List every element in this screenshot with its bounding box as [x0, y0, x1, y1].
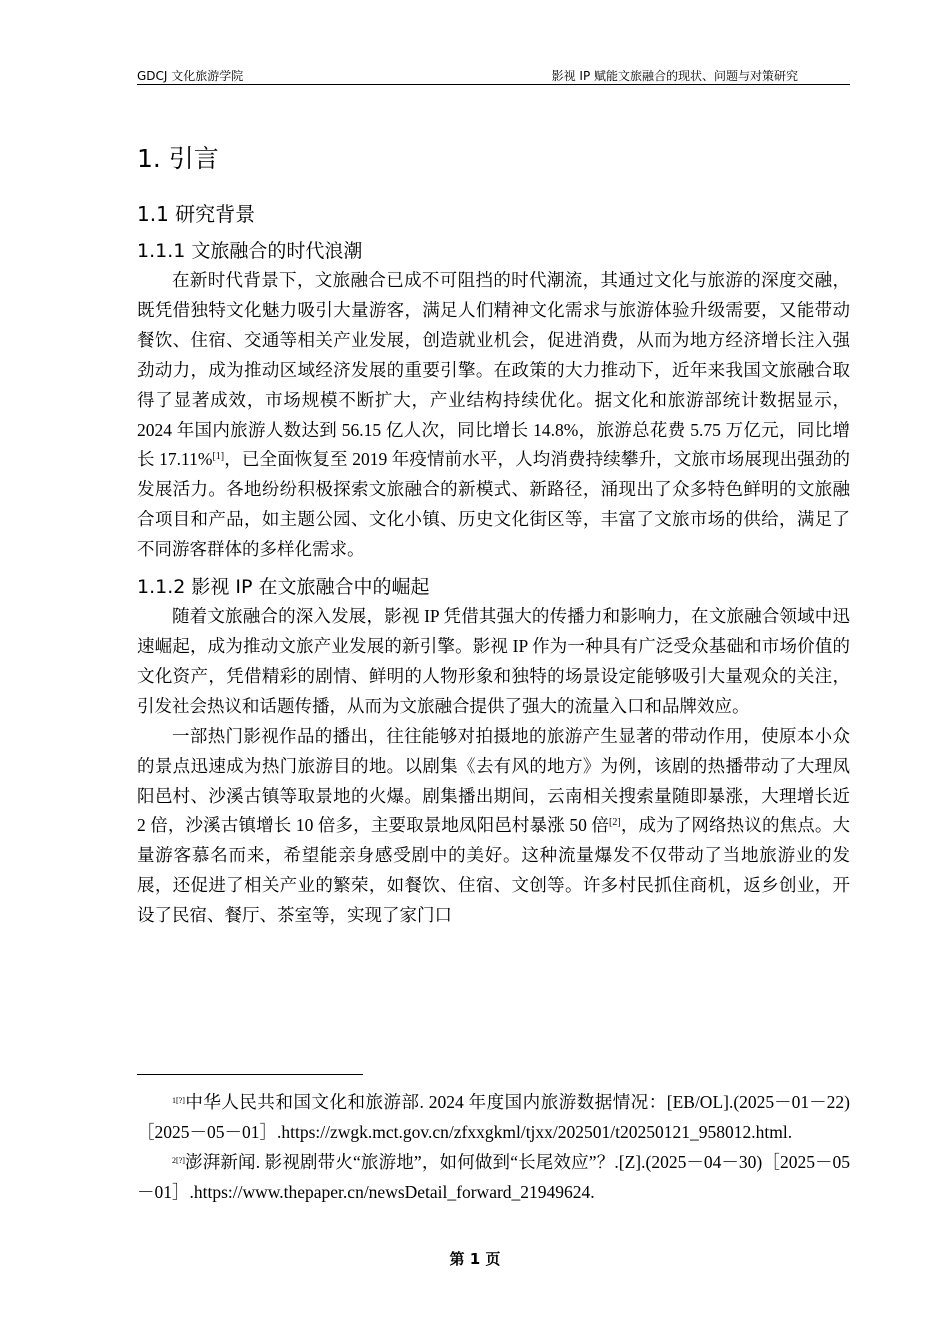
header-institution: GDCJ 文化旅游学院	[137, 69, 244, 83]
paragraph-3: 一部热门影视作品的播出，往往能够对拍摄地的旅游产生显著的带动作用，使原本小众的景点迅速成为热门旅游目的地。以剧集《去有风的地方》为例，该剧的热播带动了大理凤阳邑村、沙溪古镇等取景地的火爆。剧集播出期间，云南相关搜索量随即暴涨，大理增长近 2 倍，沙溪古镇增长 10 倍多，主要取景地凤阳邑村暴涨 50 倍[2]，成为了网络热议的焦点。大量游客慕名而来，希望能亲身感受剧中的美好。这种流量爆发不仅带动了当地旅游业的发展，还促进了相关产业的繁荣，如餐饮、住宿、文创等。许多村民抓住商机，返乡创业，开设了民宿、餐厅、茶室等，实现了家门口	[137, 725, 851, 926]
header-paper-title: 影视 IP 赋能文旅融合的现状、问题与对策研究	[551, 69, 798, 83]
page-header	[137, 66, 850, 85]
footnote-mark: 1[?]	[172, 1096, 185, 1105]
citation-1[interactable]: [1]	[212, 451, 225, 463]
subsubsection-title-2: 1.1.2 影视 IP 在文旅融合中的崛起	[137, 576, 430, 599]
footnote-1: $^{1[?]}$中华人民共和国文化和旅游部. 2024 年度国内旅游数据情况：[EB/OL].(2025－01－22)［2025－05－01］.https://zwgk.mct.gov.cn/zfxxgkml/tjxx/202501/t20250121_958012.html.	[137, 1092, 850, 1142]
subsubsection-title-1: 1.1.1 文旅融合的时代浪潮	[137, 240, 363, 262]
section-title: 1. 引言	[137, 144, 219, 173]
subsection-title: 1.1 研究背景	[137, 202, 256, 226]
citation-2[interactable]: [2]	[609, 817, 621, 829]
footnote-2: $^{2[?]}$澎湃新闻. 影视剧带火“旅游地”，如何做到“长尾效应”？.[Z].(2025－04－30)［2025－05－01］.https://www.thepaper.cn/newsDetail_forward_21949624.	[137, 1151, 850, 1202]
page-body	[137, 140, 850, 931]
paragraph-2: 随着文旅融合的深入发展，影视 IP 凭借其强大的传播力和影响力，在文旅融合领域中迅速崛起，成为推动文旅产业发展的新引擎。影视 IP 作为一种具有广泛受众基础和市场价值的文化资产，凭借精彩的剧情、鲜明的人物形象和独特的场景设定能够吸引大量观众的关注，引发社会热议和话题传播，从而为文旅融合提供了强大的流量入口和品牌效应。	[137, 606, 850, 716]
footnote-divider	[137, 1074, 363, 1075]
page-number: 第 1 页	[449, 1250, 501, 1268]
footnote-mark: 2[?]	[172, 1155, 185, 1165]
paragraph-1: 在新时代背景下，文旅融合已成不可阻挡的时代潮流，其通过文化与旅游的深度交融，既凭借独特文化魅力吸引大量游客，满足人们精神文化需求与旅游体验升级需要，又能带动餐饮、住宿、交通等相关产业发展，创造就业机会，促进消费，从而为地方经济增长注入强劲动力，成为推动区域经济发展的重要引擎。在政策的大力推动下，近年来我国文旅融合取得了显著成效，市场规模不断扩大，产业结构持续优化。据文化和旅游部统计数据显示，2024 年国内旅游人数达到 56.15 亿人次，同比增长 14.8%，旅游总花费 5.75 万亿元，同比增长 17.11%[1]，已全面恢复至 2019 年疫情前水平，人均消费持续攀升，文旅市场展现出强劲的发展活力。各地纷纷积极探索文旅融合的新模式、新路径，涌现出了众多特色鲜明的文旅融合项目和产品，如主题公园、文化小镇、历史文化街区等，丰富了文旅市场的供给，满足了不同游客群体的多样化需求。	[137, 270, 850, 560]
footnotes	[137, 1088, 850, 1208]
